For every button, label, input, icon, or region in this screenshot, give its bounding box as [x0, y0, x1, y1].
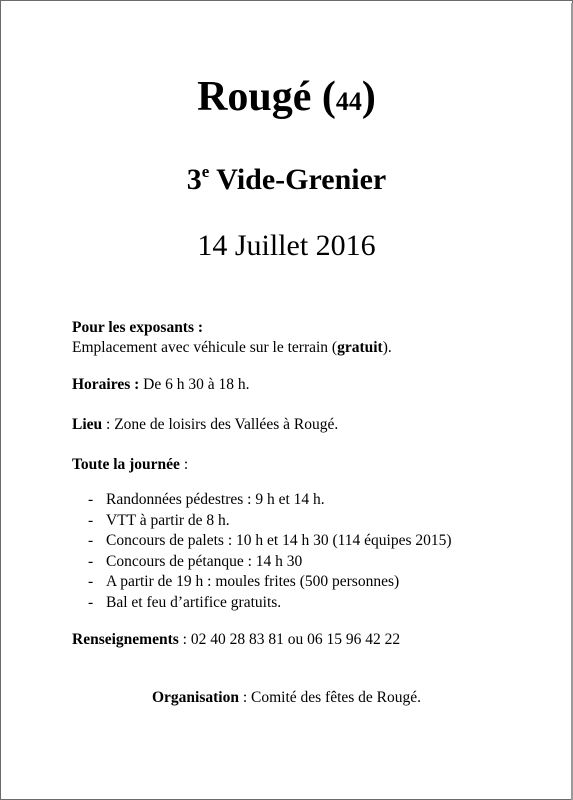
bullet-dash: - — [88, 593, 94, 611]
bullet-dash: - — [88, 552, 94, 570]
department-close-paren: ) — [361, 74, 376, 120]
exhibitors-heading: Pour les exposants : — [72, 319, 204, 336]
organisation-label: Organisation — [151, 689, 239, 706]
activity-text: Concours de palets : 10 h et 14 h 30 (114 équipes 2015) — [106, 532, 452, 549]
activity-text: A partir de 19 h : moules frites (500 personnes) — [106, 573, 400, 590]
info-phone-numbers: : 02 40 28 83 81 ou 06 15 96 42 22 — [178, 631, 401, 648]
edition-number: 3 — [186, 163, 202, 196]
location-label: Lieu — [72, 416, 103, 433]
info-line — [72, 630, 400, 650]
exhibitors-free-word: gratuit — [337, 339, 383, 356]
hours-line — [72, 375, 250, 395]
event-name: Vide-Grenier — [216, 163, 387, 196]
organisation-line — [0, 688, 573, 708]
event-title — [0, 160, 573, 200]
all-day-suffix: : — [179, 456, 189, 473]
activity-text: Randonnées pédestres : 9 h et 14 h. — [106, 491, 325, 508]
hours-label: Horaires : — [72, 376, 140, 393]
all-day-line — [72, 455, 188, 475]
event-date: 14 Juillet 2016 — [197, 229, 376, 262]
bullet-dash: - — [88, 491, 94, 508]
list-item — [72, 572, 452, 593]
all-day-label: Toute la journée — [72, 456, 180, 473]
list-item — [72, 490, 452, 511]
town-name: Rougé — [197, 74, 312, 120]
exhibitors-section — [72, 318, 392, 358]
department-open-paren: ( — [321, 74, 336, 120]
list-item — [72, 552, 452, 573]
list-item — [72, 593, 452, 614]
page-title — [0, 70, 573, 129]
location-value: : Zone de loisirs des Vallées à Rougé. — [102, 416, 339, 433]
info-label: Renseignements — [72, 631, 179, 648]
exhibitors-text-after: ). — [382, 339, 392, 356]
list-item — [72, 511, 452, 532]
list-item — [72, 531, 452, 552]
activity-text: Bal et feu d’artifice gratuits. — [106, 593, 282, 611]
exhibitors-text-before: Emplacement avec véhicule sur le terrain ( — [72, 339, 338, 356]
department-number: 44 — [335, 87, 362, 116]
activities-list — [72, 490, 452, 613]
organisation-value: : Comité des fêtes de Rougé. — [238, 689, 422, 706]
activity-text: Concours de pétanque : 14 h 30 — [106, 552, 303, 570]
bullet-dash: - — [88, 532, 94, 549]
bullet-dash: - — [88, 573, 94, 590]
hours-value: De 6 h 30 à 18 h. — [139, 376, 250, 393]
edition-suffix: e — [201, 162, 210, 181]
exhibitors-text — [72, 338, 392, 358]
location-line — [72, 415, 338, 435]
activity-text: VTT à partir de 8 h. — [106, 511, 230, 529]
bullet-dash: - — [88, 511, 94, 529]
